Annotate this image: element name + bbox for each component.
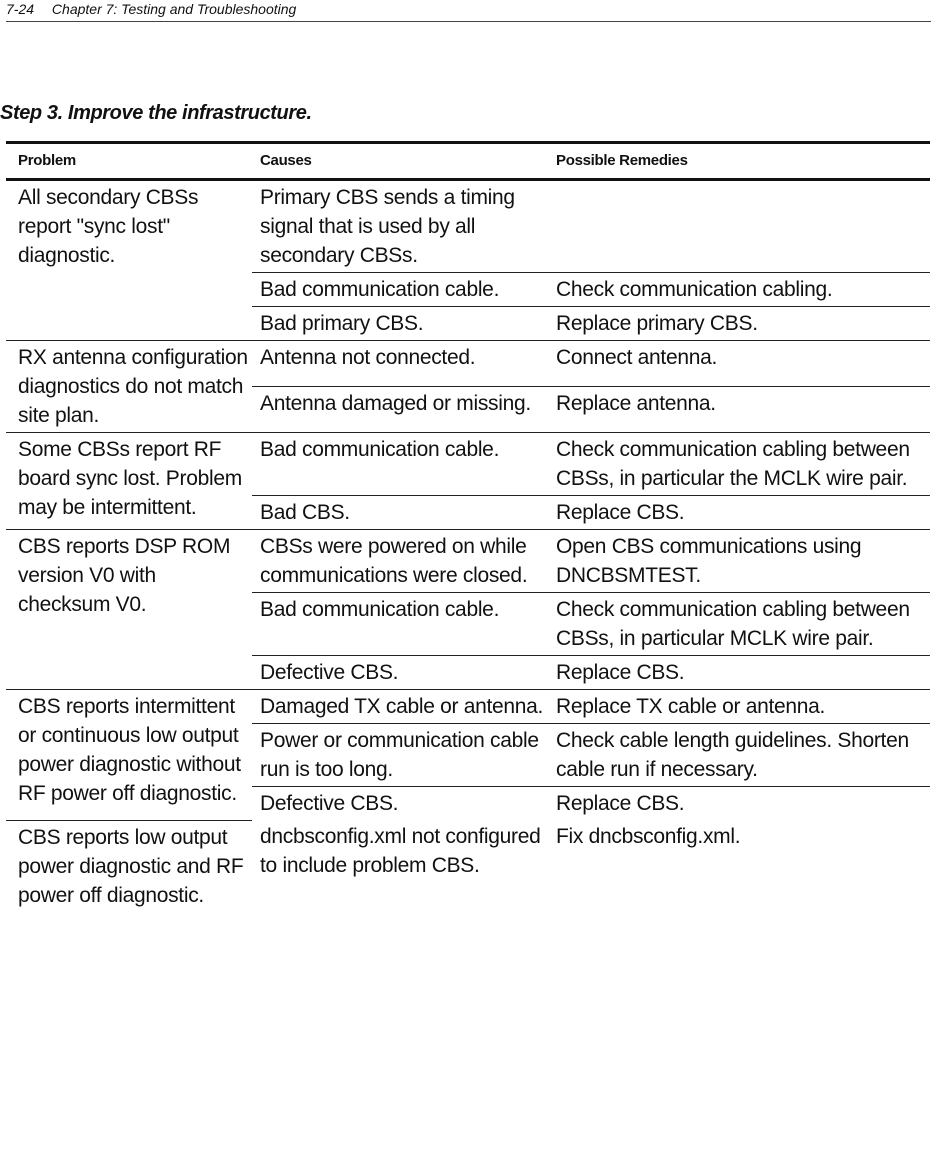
cause-cell: Bad primary CBS. — [252, 307, 548, 341]
remedy-cell: Replace TX cable or antenna. — [548, 690, 930, 724]
problem-cell: All secondary CBSs report "sync lost" diagnostic. — [6, 180, 252, 341]
cause-cell: Power or communication cable run is too long. — [252, 724, 548, 787]
problem-cell: CBS reports DSP ROM version V0 with checksum V0. — [6, 530, 252, 690]
remedy-cell: Open CBS communications using DNCBSMTEST. — [548, 530, 930, 593]
remedy-cell: Check communication cabling between CBSs, in particular the MCLK wire pair. — [548, 433, 930, 496]
remedy-cell: Replace CBS. — [556, 792, 685, 815]
cause-cell: dncbsconfig.xml not configured to include problem CBS. — [260, 825, 541, 877]
cause-cell: Defective CBS. — [260, 792, 399, 815]
running-header — [6, 0, 931, 22]
chapter-title: Chapter 7: Testing and Troubleshooting — [51, 1, 297, 17]
table-row — [6, 530, 930, 593]
column-header-remedies: Possible Remedies — [548, 144, 930, 180]
column-header-problem: Problem — [6, 144, 252, 180]
problem-cell: Some CBSs report RF board sync lost. Problem may be intermittent. — [6, 433, 252, 530]
cause-cell: Antenna not connected. — [252, 341, 548, 387]
page-number: 7-24 — [6, 1, 35, 17]
cause-cell: Bad communication cable. — [252, 273, 548, 307]
table-row — [6, 433, 930, 496]
problem-cell: CBS reports low output power diagnostic and RF power off diagnostic. — [18, 825, 244, 907]
remedy-cell: Replace CBS. — [548, 656, 930, 690]
remedy-cell: Replace CBS. — [548, 496, 930, 530]
cause-cell: Damaged TX cable or antenna. — [252, 690, 548, 724]
remedy-cell: Replace primary CBS. — [548, 307, 930, 341]
column-header-causes: Causes — [252, 144, 548, 180]
troubleshooting-table — [6, 141, 930, 912]
remedy-cell: Check communication cabling between CBSs, in particular MCLK wire pair. — [548, 593, 930, 656]
remedy-cell — [548, 180, 930, 273]
table-row — [6, 341, 930, 387]
cause-cell: CBSs were powered on while communications were closed. — [252, 530, 548, 593]
table-row — [6, 690, 930, 724]
remedy-cell: Fix dncbsconfig.xml. — [556, 825, 741, 848]
remedy-cell: Check communication cabling. — [548, 273, 930, 307]
table-row — [6, 180, 930, 273]
remedy-cell: Replace antenna. — [548, 387, 930, 433]
problem-cell: CBS reports intermittent or continuous low output power diagnostic without RF power off diagnostic. — [6, 690, 252, 821]
remedy-cell: Check cable length guidelines. Shorten cable run if necessary. — [548, 724, 930, 787]
cause-cell: Antenna damaged or missing. — [252, 387, 548, 433]
step-title: Step 3. Improve the infrastructure. — [0, 102, 312, 124]
cause-cell: Bad CBS. — [252, 496, 548, 530]
cause-cell: Bad communication cable. — [252, 593, 548, 656]
table-header-row — [6, 144, 930, 180]
cause-cell: Defective CBS. — [252, 656, 548, 690]
problem-cell: RX antenna configuration diagnostics do not match site plan. — [6, 341, 252, 433]
cause-cell: Bad communication cable. — [252, 433, 548, 496]
cause-cell: Primary CBS sends a timing signal that is used by all secondary CBSs. — [252, 180, 548, 273]
table-row — [6, 820, 930, 912]
remedy-cell: Connect antenna. — [548, 341, 930, 387]
